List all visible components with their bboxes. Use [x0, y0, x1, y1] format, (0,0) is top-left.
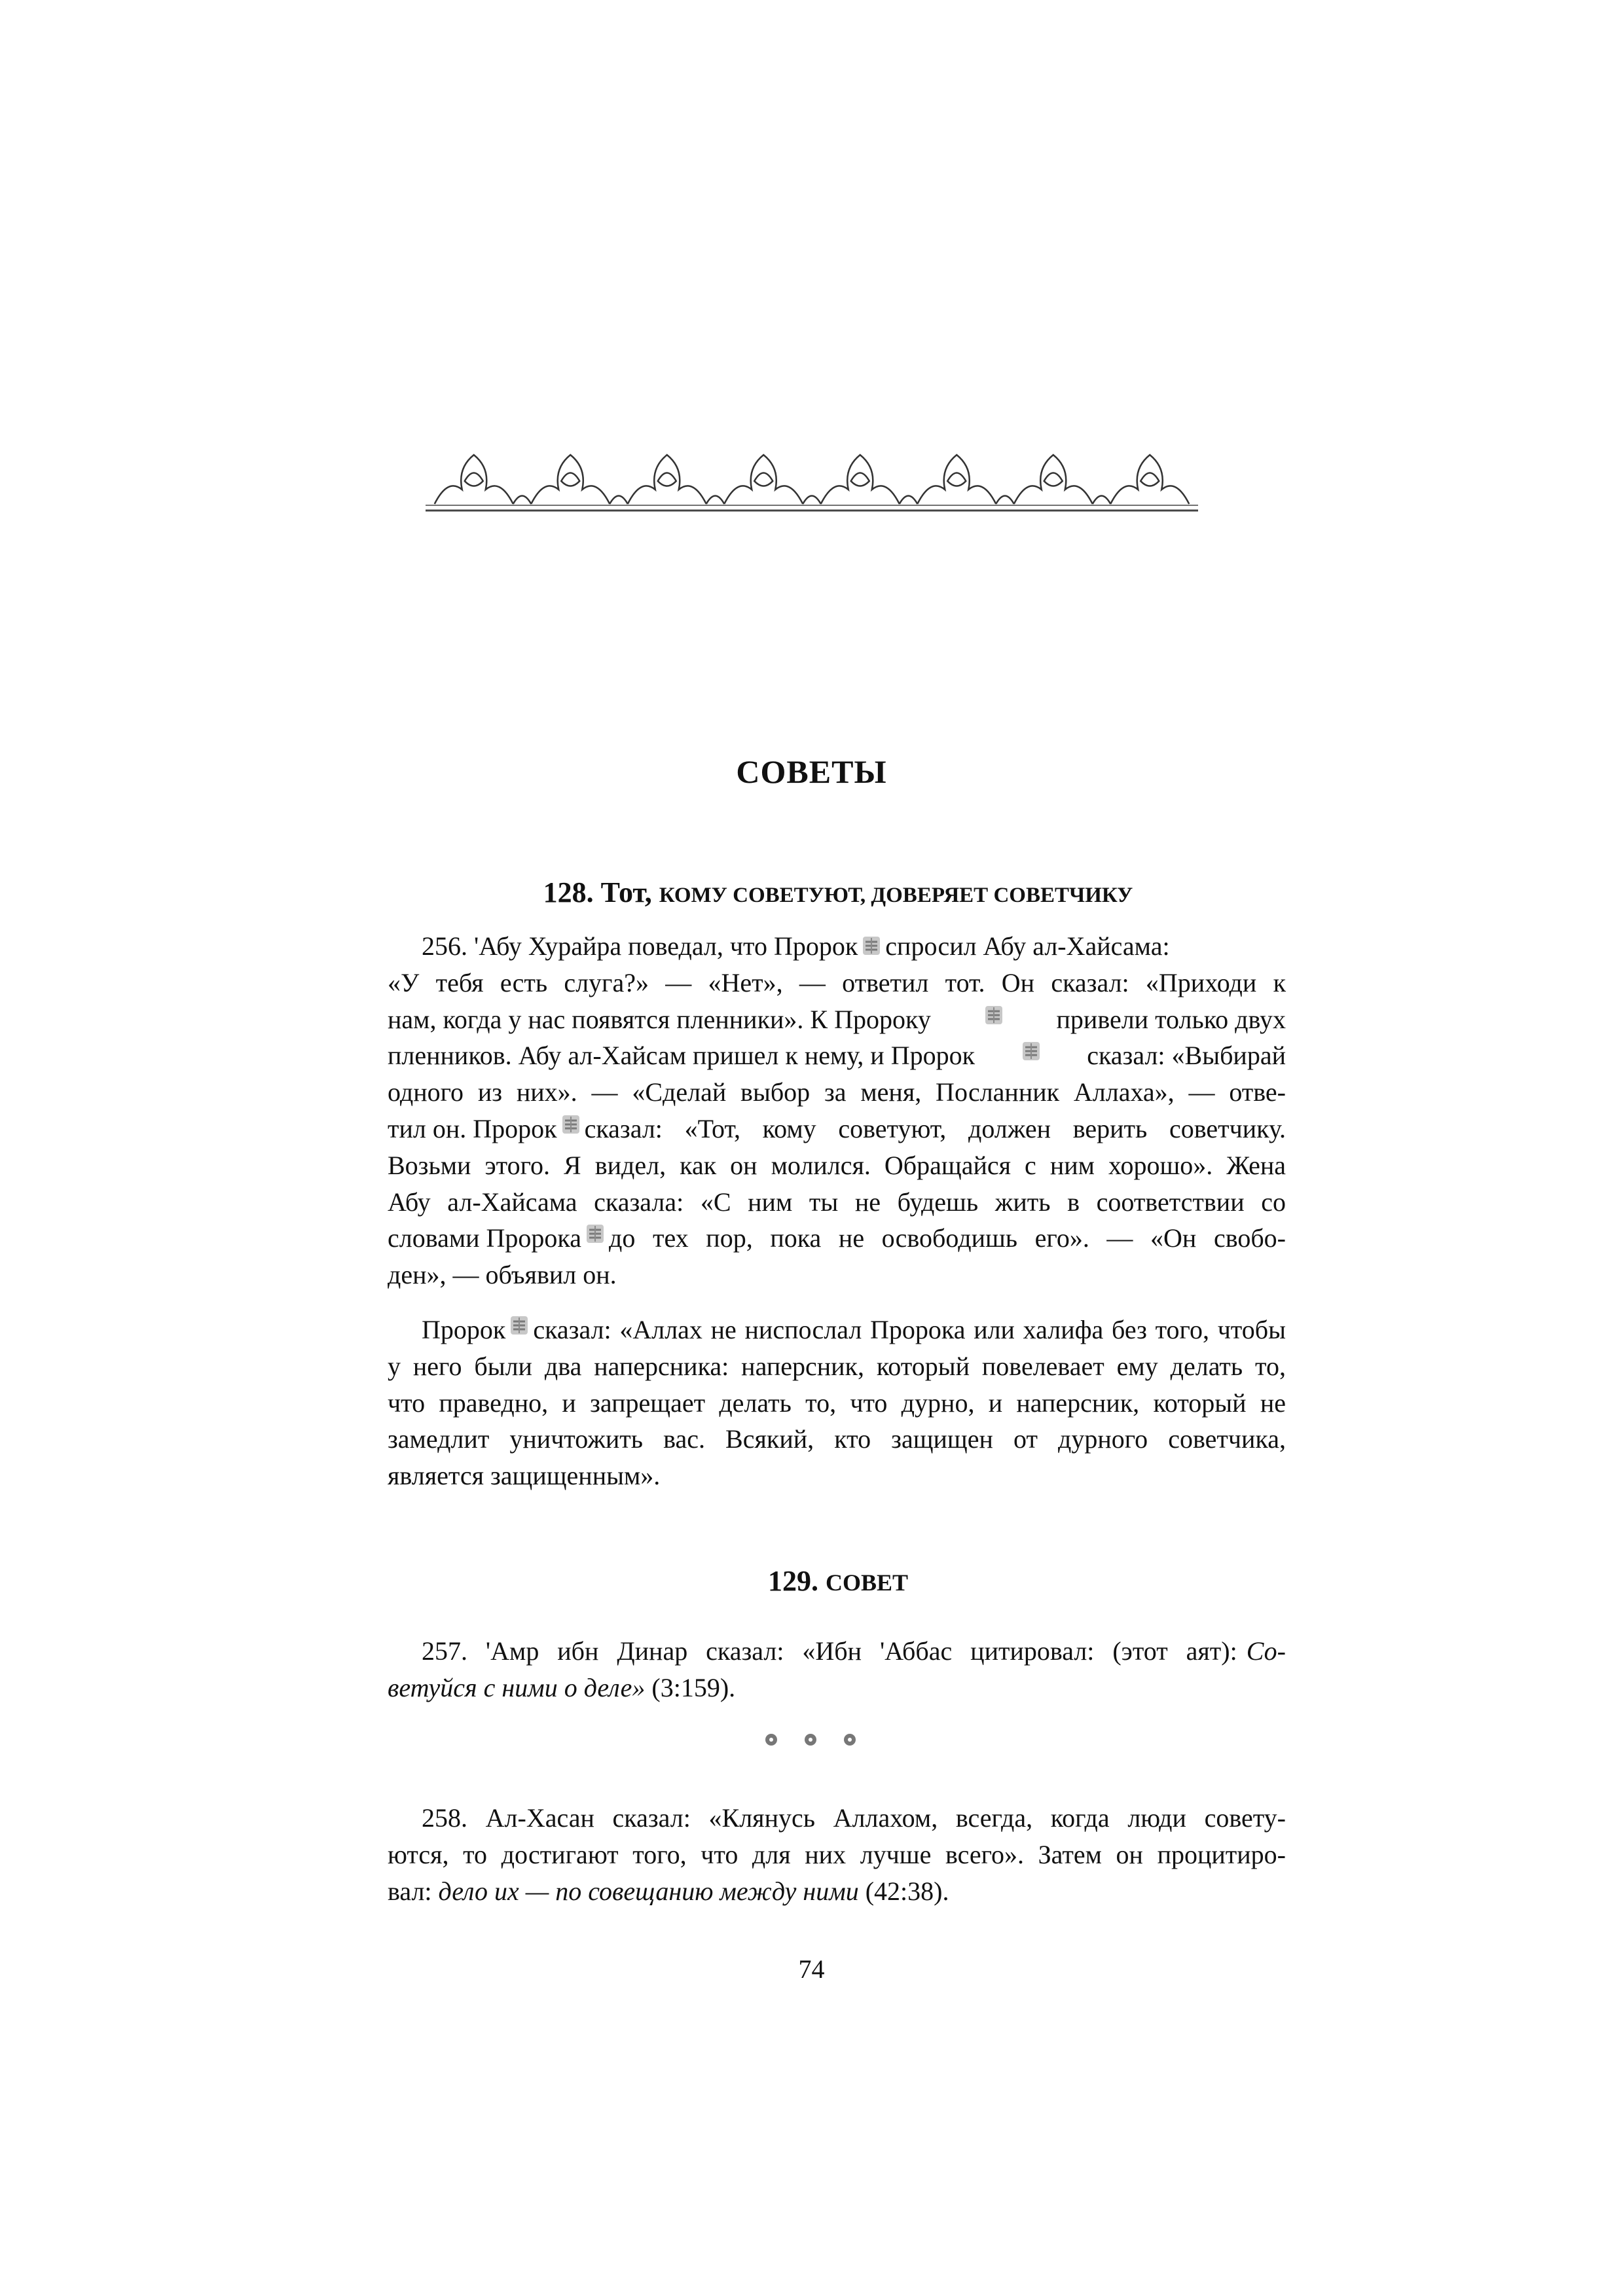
ornament-motif — [465, 473, 483, 486]
text-line: 258. Ал-Хасан сказал: «Клянусь Аллахом, всегда, когда люди совету- — [422, 1803, 1286, 1833]
ornament-motif — [706, 496, 725, 505]
pbuh-icon — [981, 1001, 1006, 1028]
text-line: замедлит уничтожить вас. Всякий, кто защищен от дурного советчика, — [388, 1424, 1286, 1454]
quote-text: Со- — [1246, 1636, 1286, 1666]
ornament-motif — [947, 473, 966, 486]
text-line: сказал: «Тот, кому советуют, должен верить советчику. — [584, 1113, 1286, 1143]
text-line: сказал: «Выбирай — [1087, 1041, 1286, 1071]
ornament-motif — [1044, 473, 1063, 486]
ornament-motif — [821, 455, 900, 504]
text-line: 257. 'Амр ибн Динар сказал: «Ибн 'Аббас цитировал: (этот аят): — [422, 1636, 1237, 1666]
text-line: что праведно, и запрещает делать то, что дурно, и наперсник, который не — [388, 1388, 1286, 1418]
ornament-motif — [513, 496, 532, 505]
text-line: пленников. Абу ал-Хайсам пришел к нему, и Пророк — [388, 1041, 976, 1071]
paragraph-258 — [388, 1800, 1286, 1909]
pbuh-icon — [859, 932, 884, 958]
paragraph-257 — [388, 1633, 1286, 1706]
ornament-motif — [1110, 455, 1189, 504]
section-number: 128. Тот, — [543, 876, 652, 908]
ornament-motif — [803, 496, 821, 505]
section-heading-128 — [393, 876, 1283, 909]
paragraph-256 — [388, 928, 1286, 1293]
quote-text: ветуйся с ними о деле» — [388, 1672, 646, 1702]
text-line: 256. 'Абу Хурайра поведал, что Пророк — [422, 931, 858, 961]
pbuh-icon — [558, 1111, 583, 1137]
text-line: Возьми этого. Я видел, как он молился. Обращайся с ним хорошо». Жена — [388, 1150, 1286, 1180]
text-line: привели только двух — [1056, 1004, 1286, 1034]
verse-reference: (42:38). — [865, 1876, 949, 1906]
text-line: до тех пор, пока не освободишь его». — «Он свобо- — [609, 1223, 1286, 1253]
ornament-motif — [724, 455, 803, 504]
ornament-motif — [900, 496, 918, 505]
separator-stars — [752, 1727, 869, 1753]
section-title: КОМУ СОВЕТУЮТ, ДОВЕРЯЕТ СОВЕТЧИКУ — [659, 884, 1133, 907]
ornament-motif — [1093, 496, 1111, 505]
ornament-motif — [1014, 455, 1093, 504]
quote-text: дело их — по совещанию между ними — [438, 1876, 859, 1906]
text-line: у него были два наперсника: наперсник, который повелевает ему делать то, — [388, 1351, 1286, 1381]
ornament-motif — [628, 455, 706, 504]
text-line: сказал: «Аллах не ниспослал Пророка или халифа без того, чтобы — [533, 1315, 1286, 1344]
ornament-motif — [754, 473, 773, 486]
text-line: Пророк — [422, 1315, 506, 1344]
text-line: Абу ал-Хайсама сказала: «С ним ты не будешь жить в соответствии со — [388, 1187, 1286, 1217]
section-title: СОВЕТ — [825, 1570, 909, 1596]
pbuh-icon — [507, 1312, 532, 1338]
ornament-motif — [1140, 473, 1159, 486]
text-line: спросил Абу ал-Хайсама: — [885, 931, 1170, 961]
ornament-motif — [851, 473, 869, 486]
ornament-motif — [917, 455, 996, 504]
ornament-band — [426, 432, 1198, 517]
ornament-motif — [610, 496, 628, 505]
ornament-motif — [435, 455, 513, 504]
paragraph-prophet-said — [388, 1312, 1286, 1494]
page-number: 74 — [798, 1954, 825, 1984]
page-title: СОВЕТЫ — [736, 753, 887, 790]
section-number: 129. — [767, 1565, 818, 1597]
ornament-motif — [561, 473, 579, 486]
text-line: тил он. Пророк — [388, 1113, 557, 1143]
text-line: словами Пророка — [388, 1223, 582, 1253]
text-line: является защищенным». — [388, 1461, 661, 1491]
ornament-motif — [658, 473, 676, 486]
text-line: нам, когда у нас появятся пленники». К Пророку — [388, 1004, 931, 1034]
text-line: вал: — [388, 1876, 432, 1906]
section-heading-129 — [393, 1564, 1283, 1598]
text-line: ден», — объявил он. — [388, 1260, 617, 1290]
ornament-motif — [996, 496, 1014, 505]
pbuh-icon — [583, 1220, 608, 1246]
text-line: ются, то достигают того, что для них лучше всего». Затем он процитиро- — [388, 1839, 1286, 1869]
pbuh-icon — [1019, 1037, 1044, 1064]
text-line: одного из них». — «Сделай выбор за меня, Посланник Аллаха», — отве- — [388, 1077, 1286, 1107]
text-line: «У тебя есть слуга?» — «Нет», — ответил тот. Он сказал: «Приходи к — [388, 967, 1286, 997]
ornament-motif — [531, 455, 610, 504]
verse-reference: (3:159). — [651, 1672, 736, 1702]
